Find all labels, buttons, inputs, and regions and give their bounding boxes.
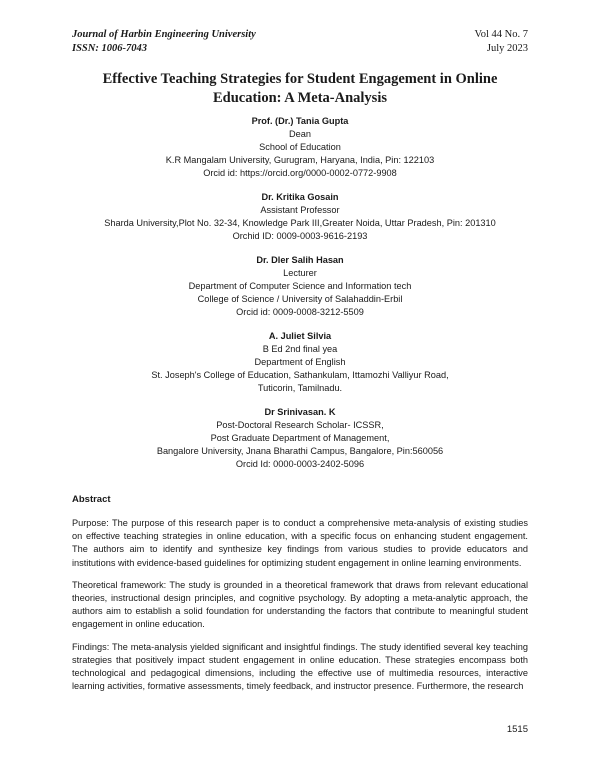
author-affiliation: Post Graduate Department of Management, [210, 433, 390, 443]
author-affiliation: Assistant Professor [260, 205, 340, 215]
journal-name: Journal of Harbin Engineering University [72, 29, 256, 40]
author-list [60, 115, 540, 482]
author-affiliation: Sharda University,Plot No. 32-34, Knowledge Park III,Greater Noida, Uttar Pradesh, Pin: 201310 [104, 218, 496, 228]
issue-header [475, 28, 528, 56]
abstract-framework: Theoretical framework: The study is grounded in a theoretical framework that draws from relevant educational theories, instructional design principles, and cognitive psychology. By adopting a meta-analytic approach, the authors aim to establish a solid foundation for understanding the factors that contribute to meaningful student engagement in online education. [72, 579, 528, 630]
author-orcid: Orcid id: https://orcid.org/0000-0002-0772-9908 [203, 168, 397, 178]
author-affiliation: Lecturer [283, 268, 317, 278]
author-block [60, 115, 540, 180]
journal-header [72, 28, 256, 56]
abstract-findings: Findings: The meta-analysis yielded significant and insightful findings. The study identified several key teaching strategies that positively impact student engagement in online education. These strategies encompass both technological and pedagogical dimensions, including the effective use of multimedia resources, interactive learning activities, formative assessments, timely feedback, and instructor presence. Furthermore, the research [72, 641, 528, 692]
author-name: Dr. Kritika Gosain [261, 192, 339, 202]
volume: Vol 44 No. 7 [474, 29, 528, 40]
author-affiliation: School of Education [259, 142, 341, 152]
author-affiliation: St. Joseph's College of Education, Sathankulam, Ittamozhi Valliyur Road, [151, 370, 449, 380]
abstract-heading: Abstract [72, 494, 111, 505]
author-name: A. Juliet Silvia [268, 331, 332, 341]
author-affiliation: Post-Doctoral Research Scholar- ICSSR, [216, 420, 384, 430]
paper-title: Effective Teaching Strategies for Student Engagement in Online Education: A Meta-Analysis [102, 71, 498, 106]
page-number: 1515 [506, 724, 528, 735]
author-affiliation: Bangalore University, Jnana Bharathi Campus, Bangalore, Pin:560056 [156, 446, 444, 456]
author-block [60, 254, 540, 319]
author-block [60, 330, 540, 395]
author-block [60, 191, 540, 243]
abstract-purpose: Purpose: The purpose of this research paper is to conduct a comprehensive meta-analysis of existing studies on effective teaching strategies in online education, with a specific focus on enhancing student engagement. The authors aim to identify and synthesize key findings from various studies to provide educators and institutions with evidence-based guidelines for optimizing student engagement in online learning environments. [72, 518, 528, 568]
author-affiliation: K.R Mangalam University, Gurugram, Haryana, India, Pin: 122103 [165, 155, 435, 165]
author-affiliation: Tuticorin, Tamilnadu. [257, 383, 343, 393]
author-affiliation: B Ed 2nd final yea [262, 344, 338, 354]
author-affiliation: Dean [289, 129, 311, 139]
author-name: Prof. (Dr.) Tania Gupta [251, 116, 349, 126]
author-name: Dr Srinivasan. K [264, 407, 336, 417]
author-block [60, 406, 540, 471]
author-affiliation: Department of English [254, 357, 346, 367]
author-affiliation: Department of Computer Science and Information tech [188, 281, 412, 291]
author-orcid: Orchid ID: 0009-0003-9616-2193 [232, 231, 368, 241]
author-orcid: Orcid Id: 0000-0003-2402-5096 [235, 459, 365, 469]
abstract-body [72, 517, 528, 702]
author-orcid: Orcid id: 0009-0008-3212-5509 [236, 307, 364, 317]
issn: ISSN: 1006-7043 [72, 43, 147, 54]
issue-date: July 2023 [486, 43, 528, 54]
author-name: Dr. Dler Salih Hasan [256, 255, 344, 265]
author-affiliation: College of Science / University of Salahaddin-Erbil [197, 294, 403, 304]
